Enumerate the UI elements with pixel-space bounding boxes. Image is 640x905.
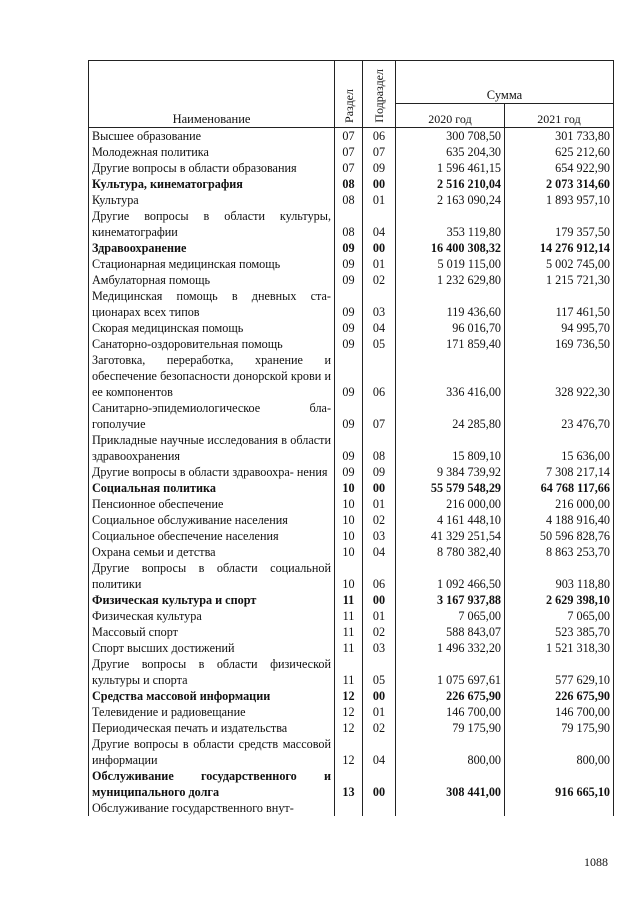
row-subsection: 04	[363, 544, 396, 560]
row-subsection: 08	[363, 432, 396, 464]
row-amount-2020: 216 000,00	[396, 496, 505, 512]
row-amount-2020: 9 384 739,92	[396, 464, 505, 480]
table-row	[89, 352, 614, 400]
header-section: Раздел	[335, 61, 363, 128]
row-amount-2020: 24 285,80	[396, 400, 505, 432]
row-section: 12	[335, 736, 363, 768]
row-subsection: 02	[363, 512, 396, 528]
row-amount-2020: 1 092 466,50	[396, 560, 505, 592]
row-amount-2021: 7 308 217,14	[505, 464, 614, 480]
row-section: 12	[335, 688, 363, 704]
row-amount-2021: 625 212,60	[505, 144, 614, 160]
row-name: Санаторно-оздоровительная помощь	[89, 336, 335, 352]
row-section: 10	[335, 480, 363, 496]
row-name: Прикладные научные исследования в области здравоохранения	[89, 432, 335, 464]
row-amount-2021: 226 675,90	[505, 688, 614, 704]
row-amount-2021: 50 596 828,76	[505, 528, 614, 544]
row-amount-2021: 4 188 916,40	[505, 512, 614, 528]
row-section	[335, 800, 363, 816]
row-amount-2021: 7 065,00	[505, 608, 614, 624]
row-amount-2020: 55 579 548,29	[396, 480, 505, 496]
row-amount-2020: 2 163 090,24	[396, 192, 505, 208]
table-row	[89, 208, 614, 240]
row-name: Социальная политика	[89, 480, 335, 496]
header-subsection: Подраздел	[363, 61, 396, 128]
row-amount-2021: 14 276 912,14	[505, 240, 614, 256]
row-amount-2020: 1 075 697,61	[396, 656, 505, 688]
table-row	[89, 640, 614, 656]
row-subsection: 00	[363, 176, 396, 192]
row-subsection: 05	[363, 336, 396, 352]
row-section: 09	[335, 432, 363, 464]
row-subsection: 01	[363, 496, 396, 512]
row-amount-2021: 301 733,80	[505, 128, 614, 145]
row-name: Социальное обслуживание населения	[89, 512, 335, 528]
row-name: Культура	[89, 192, 335, 208]
row-amount-2021: 2 073 314,60	[505, 176, 614, 192]
row-subsection: 00	[363, 688, 396, 704]
row-name: Другие вопросы в области здравоохра- нения	[89, 464, 335, 480]
table-row	[89, 624, 614, 640]
row-amount-2021: 5 002 745,00	[505, 256, 614, 272]
row-section: 07	[335, 160, 363, 176]
row-subsection: 01	[363, 608, 396, 624]
row-amount-2021: 800,00	[505, 736, 614, 768]
row-name: Средства массовой информации	[89, 688, 335, 704]
row-section: 09	[335, 352, 363, 400]
table-row	[89, 320, 614, 336]
row-name: Другие вопросы в области средств массовой информации	[89, 736, 335, 768]
row-name: Обслуживание государственного и муниципального долга	[89, 768, 335, 800]
row-subsection: 04	[363, 320, 396, 336]
row-name: Медицинская помощь в дневных ста- ционарах всех типов	[89, 288, 335, 320]
row-name: Стационарная медицинская помощь	[89, 256, 335, 272]
row-amount-2020: 16 400 308,32	[396, 240, 505, 256]
row-amount-2021: 23 476,70	[505, 400, 614, 432]
table-row	[89, 160, 614, 176]
row-section: 10	[335, 496, 363, 512]
table-row	[89, 144, 614, 160]
row-amount-2021: 1 893 957,10	[505, 192, 614, 208]
row-name: Другие вопросы в области образования	[89, 160, 335, 176]
row-amount-2021: 328 922,30	[505, 352, 614, 400]
row-section: 08	[335, 176, 363, 192]
row-amount-2020: 1 596 461,15	[396, 160, 505, 176]
row-section: 11	[335, 608, 363, 624]
row-section: 12	[335, 720, 363, 736]
header-sum: Сумма	[396, 61, 614, 104]
table-row	[89, 432, 614, 464]
table-header	[89, 61, 614, 128]
row-amount-2020: 308 441,00	[396, 768, 505, 800]
table-row	[89, 720, 614, 736]
row-amount-2020: 588 843,07	[396, 624, 505, 640]
row-section: 10	[335, 560, 363, 592]
row-amount-2020: 336 416,00	[396, 352, 505, 400]
row-section: 09	[335, 464, 363, 480]
row-name: Спорт высших достижений	[89, 640, 335, 656]
row-name: Культура, кинематография	[89, 176, 335, 192]
table-row	[89, 544, 614, 560]
row-section: 09	[335, 240, 363, 256]
row-amount-2020: 4 161 448,10	[396, 512, 505, 528]
row-name: Другие вопросы в области социальной политики	[89, 560, 335, 592]
row-subsection: 09	[363, 464, 396, 480]
row-subsection: 03	[363, 640, 396, 656]
row-section: 11	[335, 624, 363, 640]
row-name: Высшее образование	[89, 128, 335, 145]
table-row	[89, 192, 614, 208]
row-subsection: 07	[363, 144, 396, 160]
row-amount-2021: 1 215 721,30	[505, 272, 614, 288]
row-name: Физическая культура	[89, 608, 335, 624]
row-name: Социальное обеспечение населения	[89, 528, 335, 544]
row-section: 10	[335, 512, 363, 528]
row-amount-2021: 64 768 117,66	[505, 480, 614, 496]
row-section: 09	[335, 256, 363, 272]
table-row	[89, 688, 614, 704]
row-amount-2021: 523 385,70	[505, 624, 614, 640]
row-subsection: 04	[363, 736, 396, 768]
row-amount-2020: 15 809,10	[396, 432, 505, 464]
table-row	[89, 400, 614, 432]
row-section: 07	[335, 128, 363, 145]
table-body	[89, 128, 614, 817]
row-subsection: 00	[363, 592, 396, 608]
row-amount-2020	[396, 800, 505, 816]
table-row	[89, 592, 614, 608]
row-section: 09	[335, 400, 363, 432]
table-row	[89, 464, 614, 480]
row-name: Физическая культура и спорт	[89, 592, 335, 608]
row-section: 08	[335, 208, 363, 240]
row-amount-2020: 635 204,30	[396, 144, 505, 160]
row-name: Амбулаторная помощь	[89, 272, 335, 288]
row-name: Заготовка, переработка, хранение и обеспечение безопасности донорской крови и ее компонентов	[89, 352, 335, 400]
row-subsection: 06	[363, 352, 396, 400]
row-subsection: 02	[363, 624, 396, 640]
row-amount-2020: 3 167 937,88	[396, 592, 505, 608]
table-row	[89, 496, 614, 512]
row-subsection: 05	[363, 656, 396, 688]
table-row	[89, 288, 614, 320]
row-amount-2021: 216 000,00	[505, 496, 614, 512]
row-amount-2020: 119 436,60	[396, 288, 505, 320]
row-amount-2020: 353 119,80	[396, 208, 505, 240]
row-name: Периодическая печать и издательства	[89, 720, 335, 736]
row-name: Молодежная политика	[89, 144, 335, 160]
row-amount-2020: 79 175,90	[396, 720, 505, 736]
row-subsection: 00	[363, 240, 396, 256]
budget-table	[88, 60, 614, 816]
page-number: 1088	[584, 855, 608, 869]
row-name: Санитарно-эпидемиологическое бла- гополучие	[89, 400, 335, 432]
table-row	[89, 240, 614, 256]
row-name: Другие вопросы в области культуры, кинематографии	[89, 208, 335, 240]
row-section: 09	[335, 288, 363, 320]
row-section: 09	[335, 272, 363, 288]
table-row	[89, 736, 614, 768]
row-amount-2021: 117 461,50	[505, 288, 614, 320]
row-section: 07	[335, 144, 363, 160]
row-amount-2020: 5 019 115,00	[396, 256, 505, 272]
row-section: 11	[335, 592, 363, 608]
table-row	[89, 528, 614, 544]
row-amount-2020: 800,00	[396, 736, 505, 768]
table-row	[89, 800, 614, 816]
row-name: Охрана семьи и детства	[89, 544, 335, 560]
table-row	[89, 560, 614, 592]
row-amount-2020: 1 232 629,80	[396, 272, 505, 288]
row-amount-2020: 171 859,40	[396, 336, 505, 352]
row-subsection: 00	[363, 768, 396, 800]
row-name: Другие вопросы в области физической культуры и спорта	[89, 656, 335, 688]
row-subsection: 01	[363, 704, 396, 720]
table-row	[89, 272, 614, 288]
row-amount-2020: 1 496 332,20	[396, 640, 505, 656]
row-name: Пенсионное обеспечение	[89, 496, 335, 512]
row-subsection: 03	[363, 288, 396, 320]
row-section: 09	[335, 336, 363, 352]
row-amount-2020: 7 065,00	[396, 608, 505, 624]
row-subsection: 06	[363, 560, 396, 592]
row-section: 09	[335, 320, 363, 336]
row-name: Скорая медицинская помощь	[89, 320, 335, 336]
table-row	[89, 608, 614, 624]
row-amount-2021: 654 922,90	[505, 160, 614, 176]
row-amount-2020: 96 016,70	[396, 320, 505, 336]
row-amount-2021: 577 629,10	[505, 656, 614, 688]
row-amount-2020: 146 700,00	[396, 704, 505, 720]
row-amount-2021: 79 175,90	[505, 720, 614, 736]
row-amount-2021: 8 863 253,70	[505, 544, 614, 560]
table-row	[89, 656, 614, 688]
table-row	[89, 512, 614, 528]
row-section: 08	[335, 192, 363, 208]
row-amount-2020: 2 516 210,04	[396, 176, 505, 192]
row-amount-2020: 300 708,50	[396, 128, 505, 145]
table-row	[89, 336, 614, 352]
row-amount-2021: 146 700,00	[505, 704, 614, 720]
row-name: Массовый спорт	[89, 624, 335, 640]
header-year-2020: 2020 год	[396, 103, 505, 127]
header-year-2021: 2021 год	[505, 103, 614, 127]
row-subsection: 09	[363, 160, 396, 176]
row-subsection: 02	[363, 720, 396, 736]
row-amount-2021: 94 995,70	[505, 320, 614, 336]
row-subsection: 06	[363, 128, 396, 145]
row-name: Здравоохранение	[89, 240, 335, 256]
table-row	[89, 128, 614, 145]
row-amount-2021: 169 736,50	[505, 336, 614, 352]
row-section: 10	[335, 544, 363, 560]
row-amount-2021: 179 357,50	[505, 208, 614, 240]
table-row	[89, 480, 614, 496]
table-row	[89, 768, 614, 800]
table-row	[89, 176, 614, 192]
row-subsection	[363, 800, 396, 816]
row-amount-2020: 226 675,90	[396, 688, 505, 704]
row-section: 11	[335, 640, 363, 656]
row-amount-2021: 2 629 398,10	[505, 592, 614, 608]
table-row	[89, 704, 614, 720]
row-subsection: 03	[363, 528, 396, 544]
row-subsection: 07	[363, 400, 396, 432]
row-amount-2020: 41 329 251,54	[396, 528, 505, 544]
row-section: 13	[335, 768, 363, 800]
row-amount-2020: 8 780 382,40	[396, 544, 505, 560]
row-subsection: 04	[363, 208, 396, 240]
row-amount-2021: 15 636,00	[505, 432, 614, 464]
table-row	[89, 256, 614, 272]
row-subsection: 01	[363, 192, 396, 208]
row-amount-2021	[505, 800, 614, 816]
row-section: 10	[335, 528, 363, 544]
row-amount-2021: 903 118,80	[505, 560, 614, 592]
row-subsection: 01	[363, 256, 396, 272]
header-name: Наименование	[89, 61, 335, 128]
row-amount-2021: 916 665,10	[505, 768, 614, 800]
row-subsection: 00	[363, 480, 396, 496]
row-section: 11	[335, 656, 363, 688]
row-subsection: 02	[363, 272, 396, 288]
row-name: Обслуживание государственного внут-	[89, 800, 335, 816]
row-section: 12	[335, 704, 363, 720]
row-name: Телевидение и радиовещание	[89, 704, 335, 720]
row-amount-2021: 1 521 318,30	[505, 640, 614, 656]
